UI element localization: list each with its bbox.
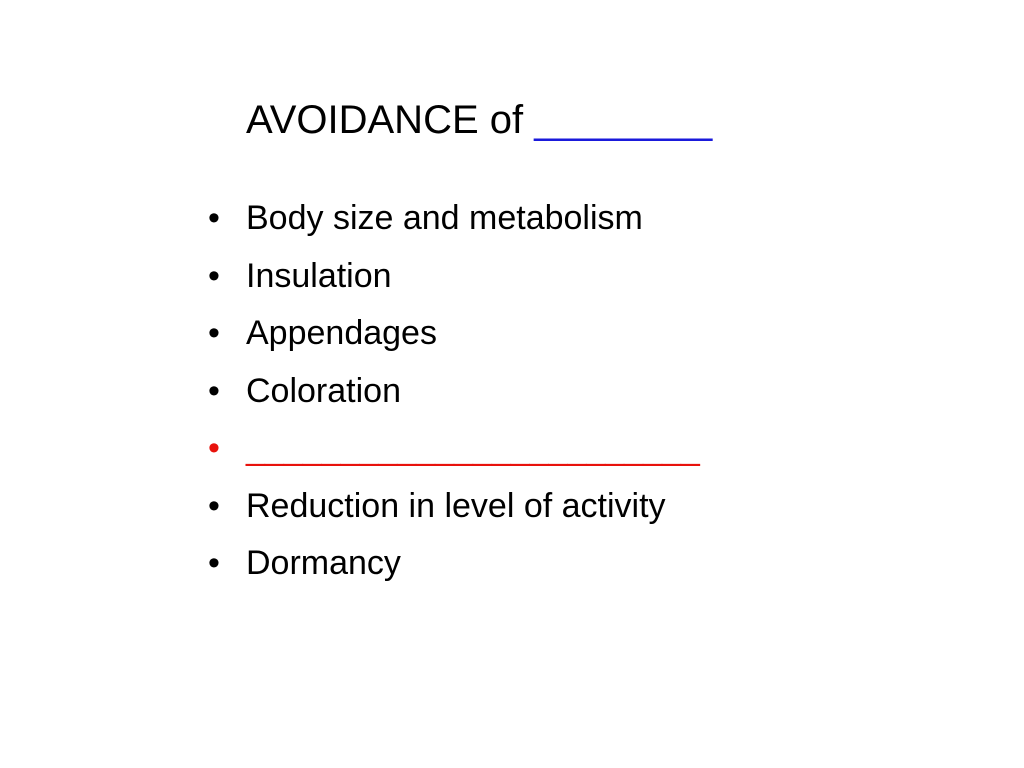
bullet-dot-icon: • [208,256,220,295]
bullet-text: Reduction in level of activity [246,486,666,525]
title-blank: ________ [534,98,713,142]
bullet-dot-icon: • [208,544,220,582]
bullet-dot-icon: • [208,314,220,352]
bullet-blank-text: ________________________ [246,429,700,467]
bullet-dot-icon: • [208,371,220,410]
bullet-dot-icon: • [208,486,220,525]
bullet-text: Dormancy [246,544,401,582]
bullet-text: Coloration [246,371,401,410]
bullet-dot-icon: • [208,429,220,467]
title-text: AVOIDANCE of [246,98,524,142]
bullet-text: Appendages [246,314,437,352]
bullet-text: Insulation [246,256,392,295]
bullet-dot-icon: • [208,199,220,237]
slide-title [246,94,712,146]
bullet-text: Body size and metabolism [246,199,643,237]
